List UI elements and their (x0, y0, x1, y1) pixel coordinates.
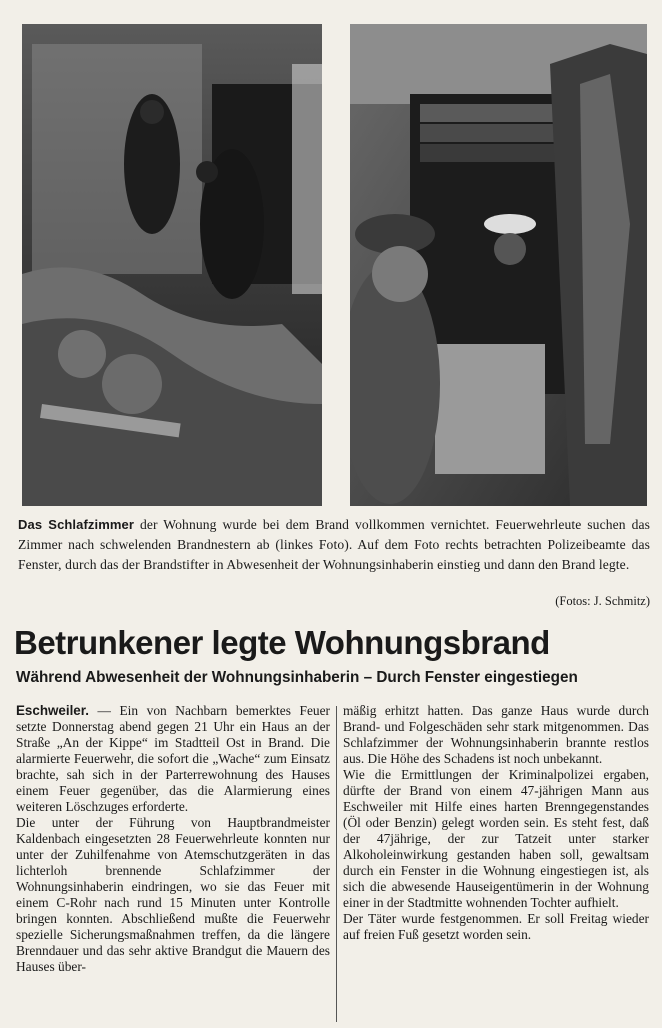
column-divider (336, 706, 337, 1022)
dateline: Eschweiler. (16, 703, 89, 718)
caption-lead: Das Schlafzimmer (18, 517, 135, 532)
article-column-1 (16, 703, 330, 975)
photo-police-window (350, 24, 647, 506)
photo-police-window-image (350, 24, 647, 506)
paragraph-text: — Ein von Nachbarn bemerktes Feuer setzte Donnerstag abend gegen 21 Uhr ein Haus an der Straße „An der Kippe“ im Stadtteil Ost in Brand. Die alarmierte Feuerwehr, die sofort die „Wache“ zum Einsatz brachte, sah sich in der Parterrewohnung des Hauses einem Feuer gegenüber, das die Alarmierung eines weiteren Löschzuges erforderte. (16, 703, 330, 814)
photo-burned-bedroom-image (22, 24, 322, 506)
paragraph: Die unter der Führung von Hauptbrandmeister Kaldenbach eingesetzten 28 Feuerwehrleute konnten nur unter der Zuhilfenahme von Atemschutzgeräten in das lichterloh brennende Schlafzimmer der Wohnungsinhaberin eindringen, wo sie das Feuer mit einem C-Rohr nach rund 15 Minuten unter Kontrolle bringen konnten. Abschließend mußte die Feuerwehr spezielle Sicherungsmaßnahmen treffen, da die längere Brenndauer und das sehr aktive Brandgut die Mauern des Hauses über- (16, 815, 330, 974)
paragraph: Der Täter wurde festgenommen. Er soll Freitag wieder auf freien Fuß gesetzt worden sein. (343, 911, 649, 942)
paragraph: mäßig erhitzt hatten. Das ganze Haus wurde durch Brand- und Folgeschäden sehr stark mitgenommen. Das Schlafzimmer der Wohnungsinhaberin brannte restlos aus. Die Höhe des Schadens ist noch unbekannt. (343, 703, 649, 766)
photo-credit: (Fotos: J. Schmitz) (555, 594, 650, 608)
photo-burned-bedroom (22, 24, 322, 506)
article-subheadline: Während Abwesenheit der Wohnungsinhaberin – Durch Fenster eingestiegen (16, 669, 578, 686)
paragraph (16, 703, 330, 815)
paragraph: Wie die Ermittlungen der Kriminalpolizei ergaben, dürfte der Brand von einem 47-jährigen Mann aus Eschweiler mit Hilfe eines harten Brenngegenstandes (Öl oder Benzin) gelegt worden sein. Es steht fest, daß der 47jährige, der zur Tatzeit unter starker Alkoholeinwirkung gestanden haben soll, gewaltsam durch ein Fenster in die Wohnung eingestiegen ist, als sich die abwesende Hauseigentümerin in der Wohnung einer in der Stadtmitte wohnenden Tochter aufhielt. (343, 767, 649, 910)
photo-caption (18, 515, 650, 575)
article-column-2 (343, 703, 649, 943)
article-headline: Betrunkener legte Wohnungsbrand (14, 624, 550, 661)
caption-text: der Wohnung wurde bei dem Brand vollkommen vernichtet. Feuerwehrleute suchen das Zimmer nach schwelenden Brandnestern ab (linkes Foto). Auf dem Foto rechts betrachten Polizeibeamte das Fenster, durch das der Brandstifter in Abwesenheit der Wohnungsinhaberin einstieg und dann den Brand legte. (18, 517, 650, 572)
